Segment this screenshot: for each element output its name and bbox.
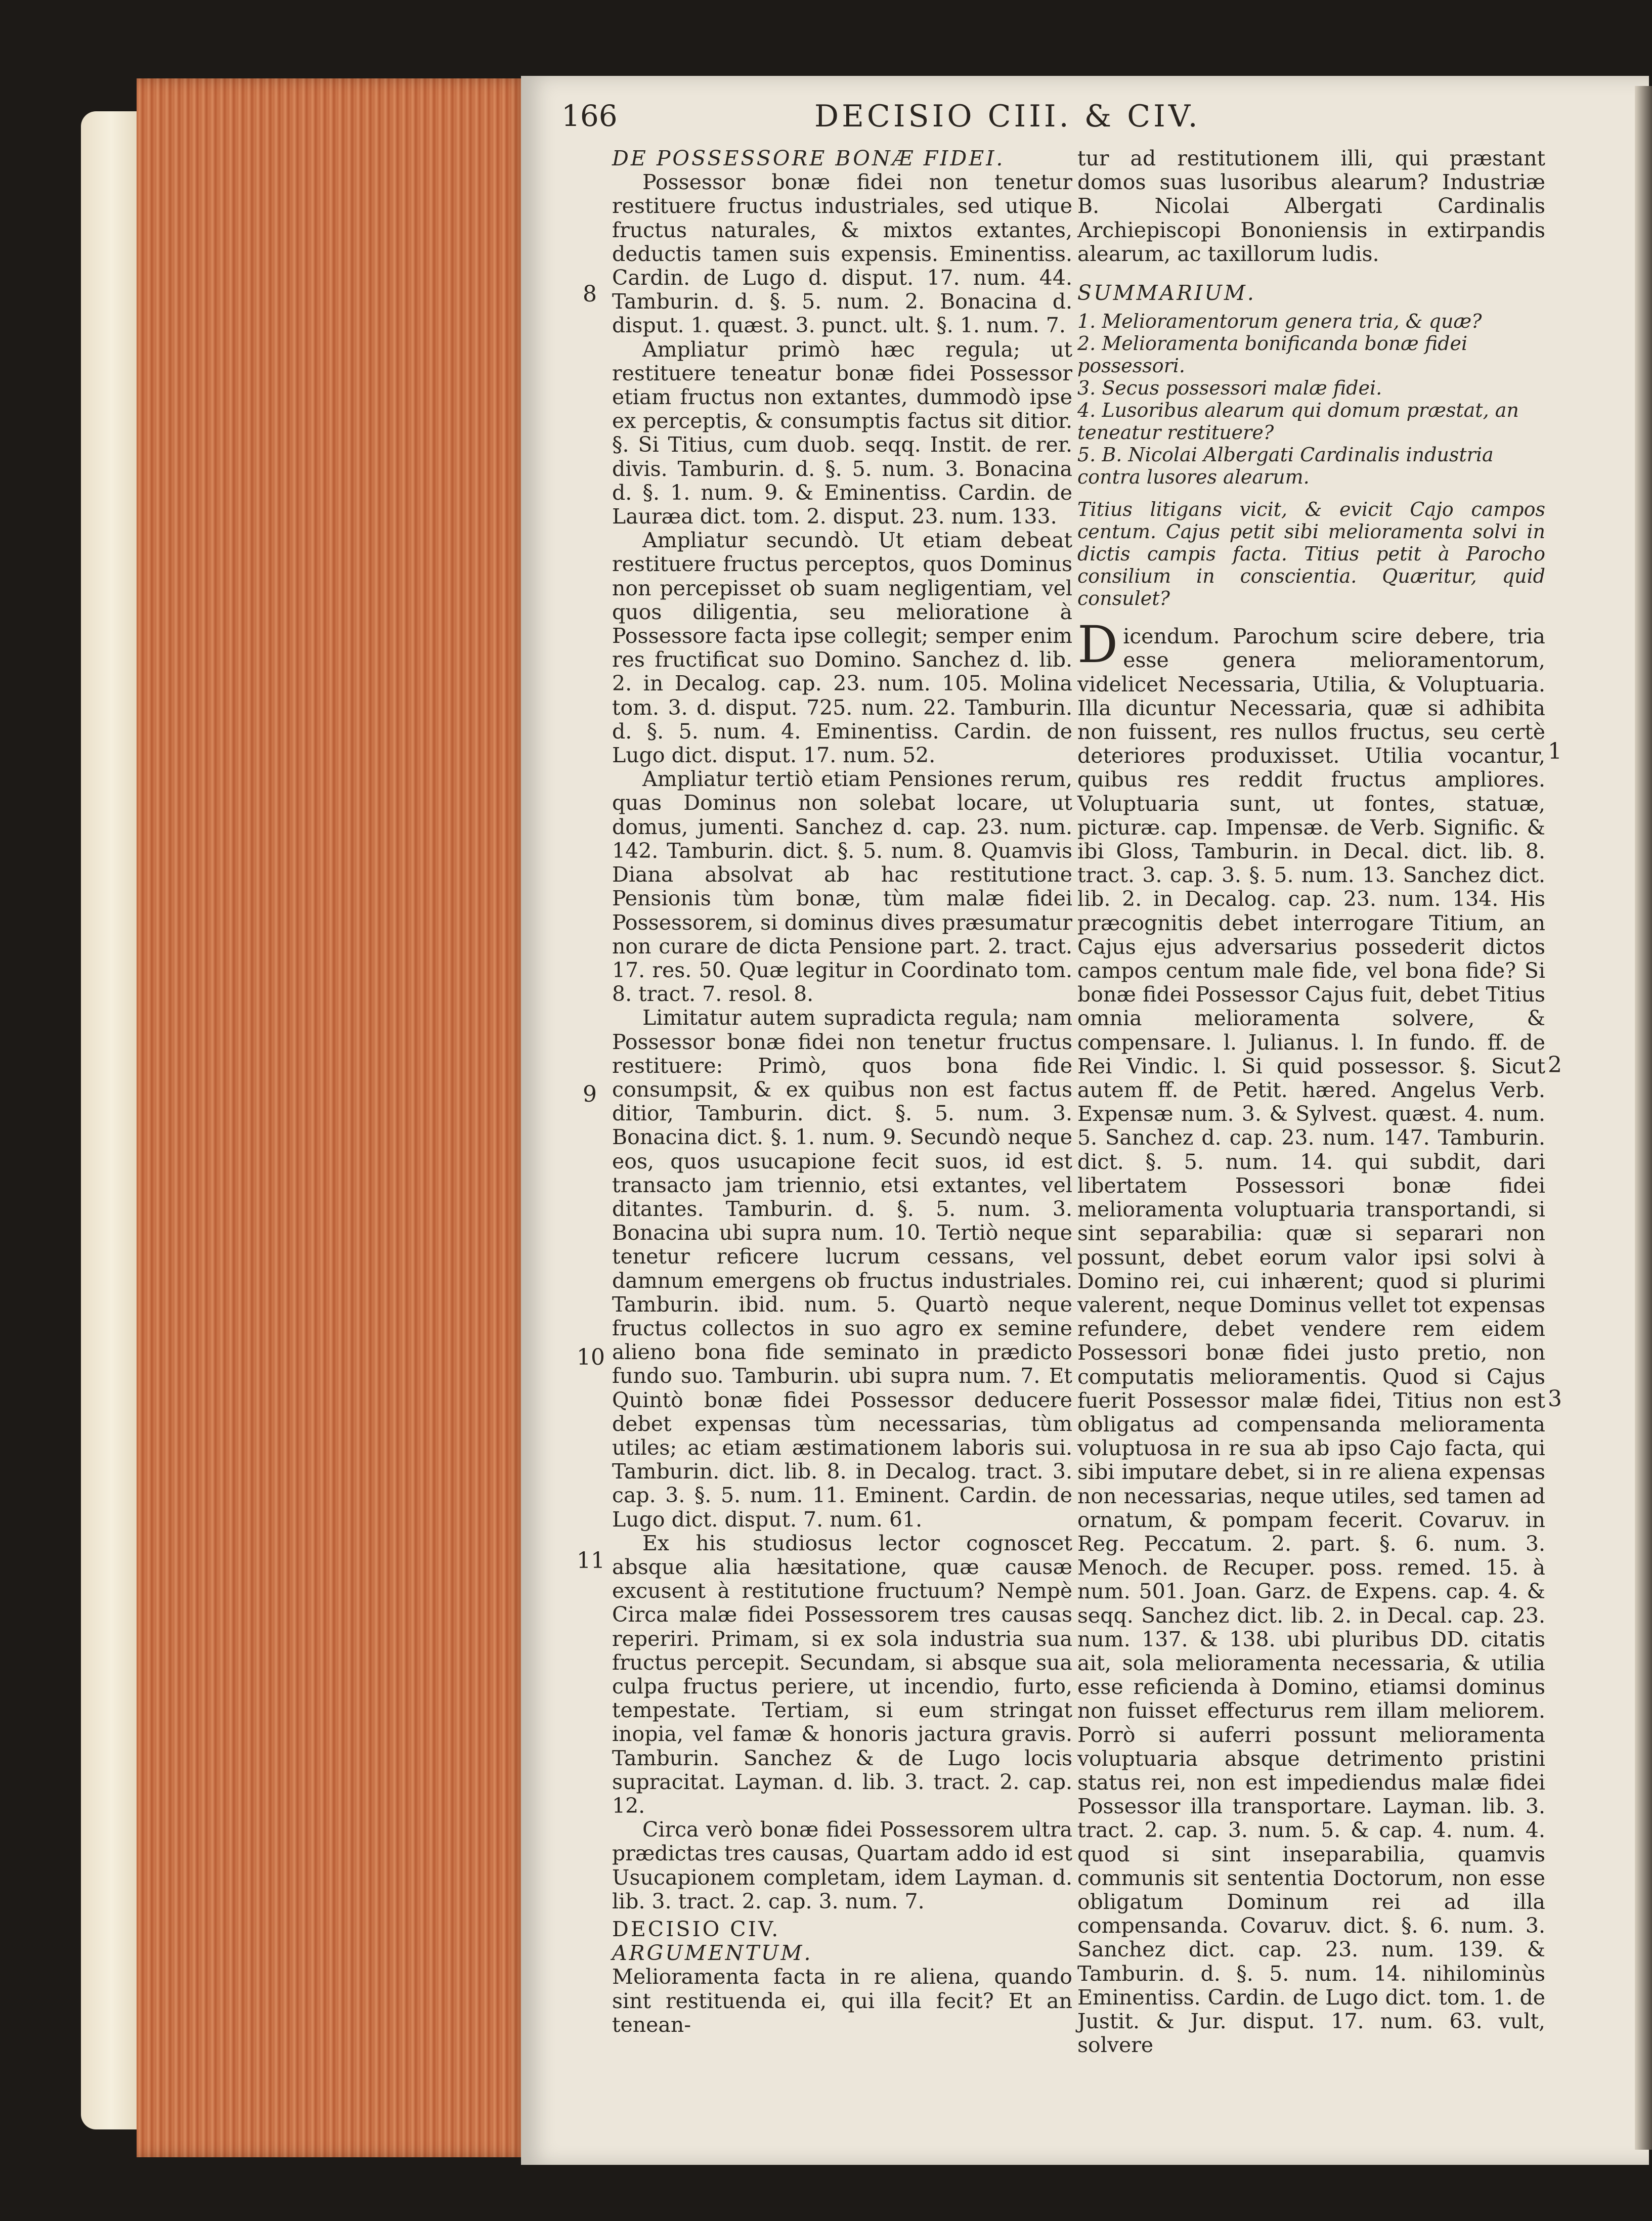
paragraph: Circa verò bonæ fidei Possessorem ultra prædictas tres causas, Quartam addo id est Usucapionem completam, idem Layman. d. lib. 3. tract. 2. cap. 3. num. 7. bbox=[612, 1817, 1072, 1913]
answer-text: Dicendum. Parochum scire debere, tria esse genera melioramentorum, videlicet Necessaria, Utilia, & Voluptuaria. Illa dicuntur Necessaria, quæ si adhibita non fuissent, res nullos fructus, seu certè deteriores produxisset. Utilia vocantur, quibus res reddit fructus ampliores. Voluptuaria sunt, ut fontes, statuæ, picturæ. cap. Impensæ. de Verb. Signific. & ibi Gloss, Tamburin. in Decal. dict. lib. 8. tract. 3. cap. 3. §. 5. num. 13. Sanchez dict. lib. 2. in Decalog. cap. 23. num. 134. His præcognitis debet interrogare Titium, an Cajus ejus adversarius possederit dictos campos centum male fide, vel bona fide? Si bonæ fidei Possessor Cajus fuit, debet Titius omnia melioramenta solvere, & compensare. l. Julianus. l. In fundo. ff. de Rei Vindic. l. Si quid possessor. §. Sicut autem ff. de Petit. hæred. Angelus Verb. Expensæ num. 3. & Sylvest. quæst. 4. num. 5. Sanchez d. cap. 23. num. 147. Tamburin. dict. §. 5. num. 14. qui subdit, dari libertatem Possessori bonæ fidei melioramenta voluptuaria transportandi, si sint separabilia: quæ si separari non possunt, debet eorum valor ipsi solvi à Domino rei, cui inhærent; quod si plurimi valerent, neque Dominus vellet tot expensas refundere, debet vendere rem eidem Possessori bonæ fidei justo pretio, non computatis melioramentis. Quod si Cajus fuerit Possessor malæ fidei, Titius non est obligatus ad compensanda melioramenta voluptuosa in re sua ab ipso Cajo facta, qui sibi imputare debet, si in re aliena expensas non necessarias, neque utiles, sed tamen ad ornatum, & pompam fecerit. Covaruv. in Reg. Peccatum. 2. part. §. 6. num. 3. Menoch. de Recuper. poss. remed. 15. à num. 501. Joan. Garz. de Expens. cap. 4. & seqq. Sanchez dict. lib. 2. in Decal. cap. 23. num. 137. & 138. ubi pluribus DD. citatis ait, sola melioramenta necessaria, & utilia esse reficienda à Domino, etiamsi dominus non fuisset effecturus rem illam meliorem. Porrò si auferri possunt melioramenta voluptuaria absque detrimento pristini status rei, non est impediendus malæ fidei Possessor illa transportare. Layman. lib. 3. tract. 2. cap. 3. num. 5. & cap. 4. num. 4. quod si sint inseparabilia, quamvis communis sit sententia Doctorum, non esse obligatum Dominum rei ad illa compensanda. Covaruv. dict. §. 6. num. 3. Sanchez dict. cap. 23. num. 139. & Tamburin. d. §. 5. num. 14. nihilominùs Eminentiss. Cardin. de Lugo dict. tom. 1. de Justit. & Jur. disput. 17. num. 63. vult, solvere bbox=[1077, 615, 1545, 2058]
decision-heading: DECISIO CIV. bbox=[612, 1917, 780, 1942]
page-edges bbox=[137, 78, 531, 2157]
section-heading: DE POSSESSORE BONÆ FIDEI. bbox=[612, 146, 1005, 170]
summary-item: 4. Lusoribus alearum qui domum præstat, an teneatur restituere? bbox=[1077, 399, 1519, 444]
margin-number-left: 11 bbox=[577, 1548, 605, 1574]
summary-item: 3. Secus possessori malæ fidei. bbox=[1077, 377, 1382, 400]
margin-number-left: 8 bbox=[583, 281, 597, 307]
summary-list bbox=[1077, 310, 1545, 488]
opening-text: tur ad restitutionem illi, qui præstant domos suas lusoribus alearum? Industriæ B. Nicolai Albergati Cardinalis Archiepiscopi Bononiensis in extirpandis alearum, ac taxillorum ludis. bbox=[1077, 146, 1545, 266]
paragraph: Ampliatur secundò. Ut etiam debeat restituere fructus perceptos, quos Dominus non percepisset ob suam negligentiam, vel quos diligentia, seu melioratione à Possessore facta ipse collegit; semper enim res fructificat suo Domino. Sanchez d. lib. 2. in Decalog. cap. 23. num. 105. Molina tom. 3. d. disput. 725. num. 22. Tamburin. d. §. 5. num. 4. Eminentiss. Cardin. de Lugo dict. disput. 17. num. 52. bbox=[612, 528, 1072, 768]
argument-heading: ARGUMENTUM. bbox=[612, 1941, 813, 1966]
argument-text: Melioramenta facta in re aliena, quando sint restituenda ei, qui illa fecit? Et an tenean- bbox=[612, 1965, 1072, 2037]
page-number: 166 bbox=[561, 99, 618, 133]
left-column bbox=[612, 147, 1072, 2037]
margin-number-left: 10 bbox=[577, 1344, 605, 1370]
running-head: DECISIO CIII. & CIV. bbox=[814, 99, 1201, 134]
case-text: Titius litigans vicit, & evicit Cajo campos centum. Cajus petit sibi melioramenta solvi in dictis campis facta. Titius petit à Parocho consilium in conscientia. Quæritur, quid consulet? bbox=[1077, 498, 1545, 610]
paragraph: Possessor bonæ fidei non tenetur restituere fructus industriales, sed utique fructus naturales, & mixtos extantes, deductis tamen suis expensis. Eminentiss. Cardin. de Lugo d. disput. 17. num. 44. Tamburin. d. §. 5. num. 2. Bonacina d. disput. 1. quæst. 3. punct. ult. §. 1. num. 7. bbox=[612, 170, 1072, 338]
page-gutter bbox=[1635, 86, 1652, 2150]
summary-item: 1. Melioramentorum genera tria, & quæ? bbox=[1077, 310, 1482, 333]
paragraph: Ex his studiosus lector cognoscet absque alia hæsitatione, quæ causæ excusent à restitutione fructuum? Nempè Circa malæ fidei Possessorem tres causas reperiri. Primam, si ex sola industria sua fructus percepit. Secundam, si absque sua culpa fructus periere, ut incendio, furto, tempestate. Tertiam, si eum stringat inopia, vel famæ & honoris jactura gravis. Tamburin. Sanchez & de Lugo locis supracitat. Layman. d. lib. 3. tract. 2. cap. 12. bbox=[612, 1531, 1072, 1818]
summary-heading: SUMMARIUM. bbox=[1077, 281, 1256, 306]
paragraph: Ampliatur primò hæc regula; ut restituere teneatur bonæ fidei Possessor etiam fructus non extantes, dummodò ipse ex perceptis, & consumptis factus sit ditior. §. Si Titius, cum duob. seqq. Instit. de rer. divis. Tamburin. d. §. 5. num. 3. Bonacina d. §. 1. num. 9. & Eminentiss. Cardin. de Lauræa dict. tom. 2. disput. 23. num. 133. bbox=[612, 337, 1072, 529]
summary-item: 2. Melioramenta bonificanda bonæ fidei possessori. bbox=[1077, 332, 1468, 377]
summary-item: 5. B. Nicolai Albergati Cardinalis industria contra lusores alearum. bbox=[1077, 444, 1494, 489]
right-column bbox=[1077, 147, 1545, 2057]
page-header bbox=[561, 99, 1396, 144]
paragraph: Ampliatur tertiò etiam Pensiones rerum, quas Dominus non solebat locare, ut domus, jumenti. Sanchez d. cap. 23. num. 142. Tamburin. dict. §. 5. num. 8. Quamvis Diana absolvat ab hac restitutione Pensionis tùm bonæ, tùm malæ fidei Possessorem, si dominus dives præsumatur non curare de dicta Pensione part. 2. tract. 17. res. 50. Quæ legitur in Coordinato tom. 8. tract. 7. resol. 8. bbox=[612, 767, 1072, 1007]
margin-number-right: 1 bbox=[1548, 738, 1562, 764]
paragraph: Limitatur autem supradicta regula; nam Possessor bonæ fidei non tenetur fructus restituere: Primò, quos bona fide consumpsit, & ex quibus non est factus ditior, Tamburin. dict. §. 5. num. 3. Bonacina dict. §. 1. num. 9. Secundò neque eos, quos usucapione fecit suos, id est transacto jam triennio, etsi extantes, vel ditantes. Tamburin. d. §. 5. num. 3. Bonacina ubi supra num. 10. Tertiò neque tenetur reficere lucrum cessans, vel damnum emergens ob fructus industriales. Tamburin. ibid. num. 5. Quartò neque fructus collectos in suo agro ex semine alieno bona fide seminato in prædicto fundo suo. Tamburin. ubi supra num. 7. Et Quintò bonæ fidei Possessor deducere debet expensas tùm necessarias, tùm utiles; ac etiam æstimationem laboris sui. Tamburin. dict. lib. 8. in Decalog. tract. 3. cap. 3. §. 5. num. 11. Eminent. Cardin. de Lugo dict. disput. 7. num. 61. bbox=[612, 1006, 1072, 1532]
margin-number-right: 3 bbox=[1548, 1386, 1562, 1412]
margin-number-right: 2 bbox=[1548, 1052, 1562, 1078]
margin-number-left: 9 bbox=[583, 1081, 597, 1107]
